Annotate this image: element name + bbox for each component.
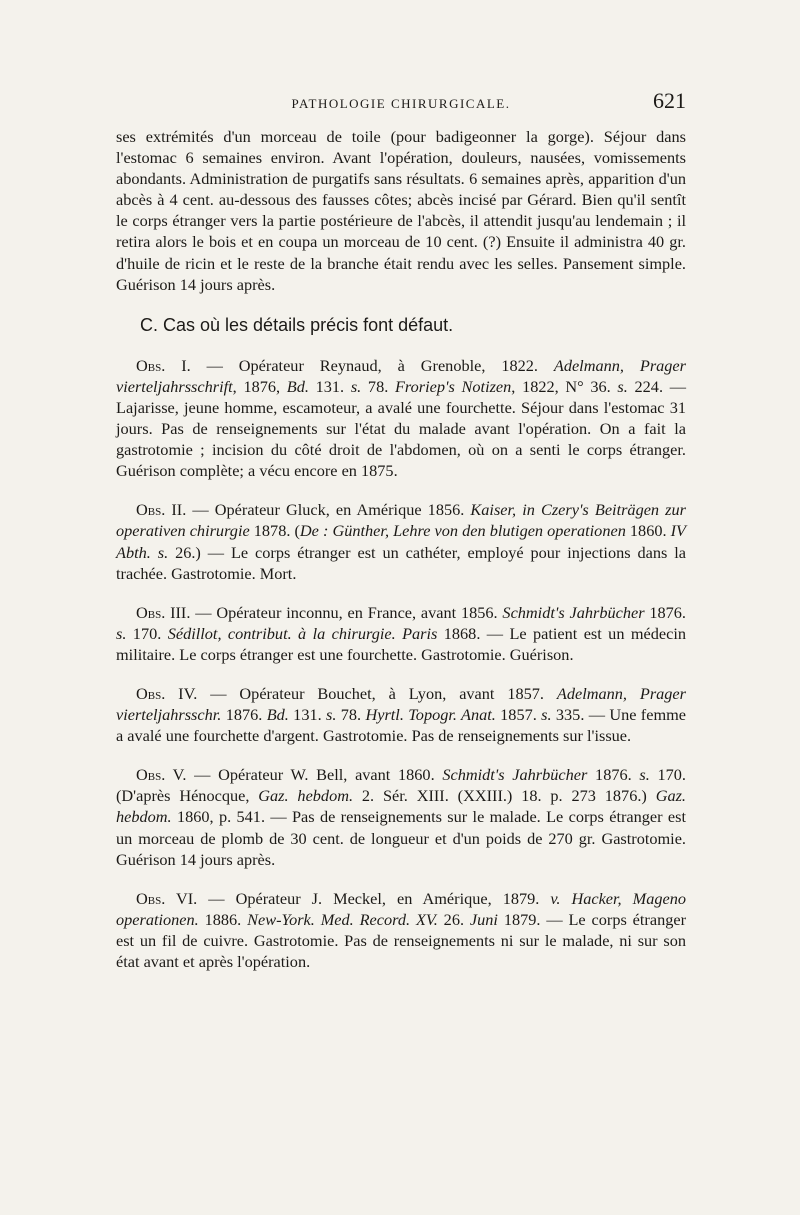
section-title: C. Cas où les détails précis font défaut. — [140, 314, 454, 335]
obs-label: Obs. II. — [136, 500, 187, 520]
obs-text: , 1876, — [232, 376, 287, 396]
obs-label: Obs. IV. — [136, 683, 198, 703]
obs-citation: New-York. Med. Record. XV. — [247, 909, 438, 929]
obs-text: 131. — [308, 376, 351, 396]
obs-label: Obs. III. — [136, 602, 191, 622]
obs-citation: s. — [350, 376, 362, 396]
obs-citation: Froriep's Notizen — [394, 376, 512, 396]
obs-text: — Opérateur Bouchet, à Lyon, avant 1857. — [197, 683, 557, 703]
obs-citation: Adelmann, Prager vierteljahrsschrift — [116, 355, 686, 396]
page-number: 621 — [653, 88, 686, 113]
obs-label: Obs. V. — [136, 765, 187, 785]
obs-text: 1879. — Le corps étranger est un fil de cuivre. Gastrotomie. Pas de renseignements ni sur le malade, ni sur son état avant et après l'opération. — [116, 909, 687, 971]
spacer — [116, 665, 686, 683]
observation-1 — [116, 355, 686, 482]
obs-text: 224. — Lajarisse, jeune homme, escamoteur, a avalé une fourchette. Séjour dans l'estomac 31 jours. Pas de renseignements sur l'état du malade avant l'opération. On a fait la gastrotomie ; incision du côté droit de l'abdomen, où on a senti le corps étranger. Guérison complète; a vécu encore en 1875. — [116, 376, 686, 481]
obs-text: 2. Sér. XIII. (XXIII.) 18. p. 273 1876.) — [353, 786, 656, 806]
obs-citation: Schmidt's Jahrbücher — [502, 602, 645, 622]
obs-text: 1868. — Le patient est un médecin militaire. Le corps étranger est une fourchette. Gastrotomie. Guérison. — [116, 623, 686, 664]
obs-text: 131. — [288, 705, 327, 725]
obs-text: 170. — [126, 623, 168, 643]
obs-citation: s. — [326, 705, 337, 725]
obs-citation: Gaz. hebdom. — [116, 786, 686, 827]
obs-citation: s. — [639, 765, 650, 785]
obs-text: 78. — [361, 376, 395, 396]
intro-paragraph: ses extrémités d'un morceau de toile (pour badigeonner la gorge). Séjour dans l'estomac 6 semaines environ. Avant l'opération, douleurs, nausées, vomissements abondants. Administration de purgatifs sans résultats. 6 semaines après, apparition d'un abcès à 4 cent. au-dessous des fausses côtes; abcès incisé par Gérard. Bien qu'il sentît le corps étranger vers la partie postérieure de l'abcès, il attendit jusqu'au lendemain ; il retira alors le bois et en coupa un morceau de 10 cent. (?) Ensuite il administra 40 gr. d'huile de ricin et le reste de la branche était rendu avec les selles. Pansement simple. Guérison 14 jours après. — [116, 127, 686, 294]
body-text — [116, 126, 686, 972]
obs-citation: Bd. — [286, 376, 309, 396]
obs-text: 78. — [336, 705, 366, 725]
observation-2 — [116, 499, 686, 583]
obs-citation: De : Günther, Lehre von den blutigen operationen — [299, 521, 626, 541]
obs-text: 1860, p. 541. — Pas de renseignements sur le malade. Le corps étranger est un morceau de plomb de 30 cent. de longueur et d'un poids de 270 gr. Gastrotomie. Guérison 14 jours après. — [116, 807, 686, 869]
observation-5 — [116, 764, 686, 869]
obs-text: 1857. — [495, 705, 542, 725]
obs-citation: s. — [116, 623, 127, 643]
spacer — [116, 584, 686, 602]
obs-citation: Gaz. hebdom. — [258, 786, 354, 806]
obs-citation: s. — [617, 376, 628, 396]
obs-text: 1876. — [644, 602, 687, 622]
spacer — [116, 746, 686, 764]
obs-text: — Opérateur inconnu, en France, avant 1856. — [190, 602, 503, 622]
obs-citation: Hyrtl. Topogr. Anat. — [365, 705, 496, 725]
page-header — [116, 90, 686, 120]
observation-4 — [116, 683, 686, 746]
obs-text: 1876. — [587, 765, 640, 785]
spacer — [116, 481, 686, 499]
running-head: PATHOLOGIE CHIRURGICALE. — [291, 96, 511, 111]
obs-citation: Sédillot, contribut. à la chirurgie. Paris — [167, 623, 438, 643]
obs-text: — Opérateur J. Meckel, en Amérique, 1879. — [197, 888, 551, 908]
spacer — [116, 870, 686, 888]
obs-text: — Opérateur W. Bell, avant 1860. — [186, 765, 443, 785]
observation-6 — [116, 888, 686, 972]
obs-text: 335. — Une femme a avalé une fourchette d'argent. Gastrotomie. Pas de renseignements sur l'issue. — [116, 705, 687, 746]
obs-text: 26.) — Le corps étranger est un cathéter, employé pour injections dans la trachée. Gastrotomie. Mort. — [116, 542, 686, 583]
obs-citation: s. — [541, 705, 552, 725]
obs-text: 1886. — [198, 909, 248, 929]
obs-text: 170. (D'après Hénocque, — [116, 765, 686, 806]
obs-label: Obs. VI. — [136, 888, 198, 908]
obs-citation: IV Abth. s. — [116, 521, 687, 562]
obs-citation: Juni — [469, 909, 498, 929]
obs-text: 26. — [437, 909, 470, 929]
obs-text: 1876. — [221, 705, 267, 725]
obs-text: — Opérateur Gluck, en Amérique 1856. — [186, 500, 471, 520]
observation-3 — [116, 602, 686, 665]
obs-citation: Bd. — [266, 705, 289, 725]
obs-citation: Adelmann, Prager vierteljahrsschr. — [116, 683, 686, 725]
obs-label: Obs. I. — [136, 355, 191, 375]
obs-citation: Kaiser, in Czery's Beiträgen zur operativen chirurgie — [116, 500, 686, 541]
obs-text: — Opérateur Reynaud, à Grenoble, 1822. — [190, 355, 554, 375]
obs-text: 1878. ( — [249, 521, 300, 541]
obs-citation: v. Hacker, Mageno operationen. — [116, 888, 686, 929]
obs-text: 1860. — [625, 521, 671, 541]
obs-citation: Schmidt's Jahrbücher — [442, 765, 588, 785]
obs-text: , 1822, N° 36. — [511, 376, 618, 396]
